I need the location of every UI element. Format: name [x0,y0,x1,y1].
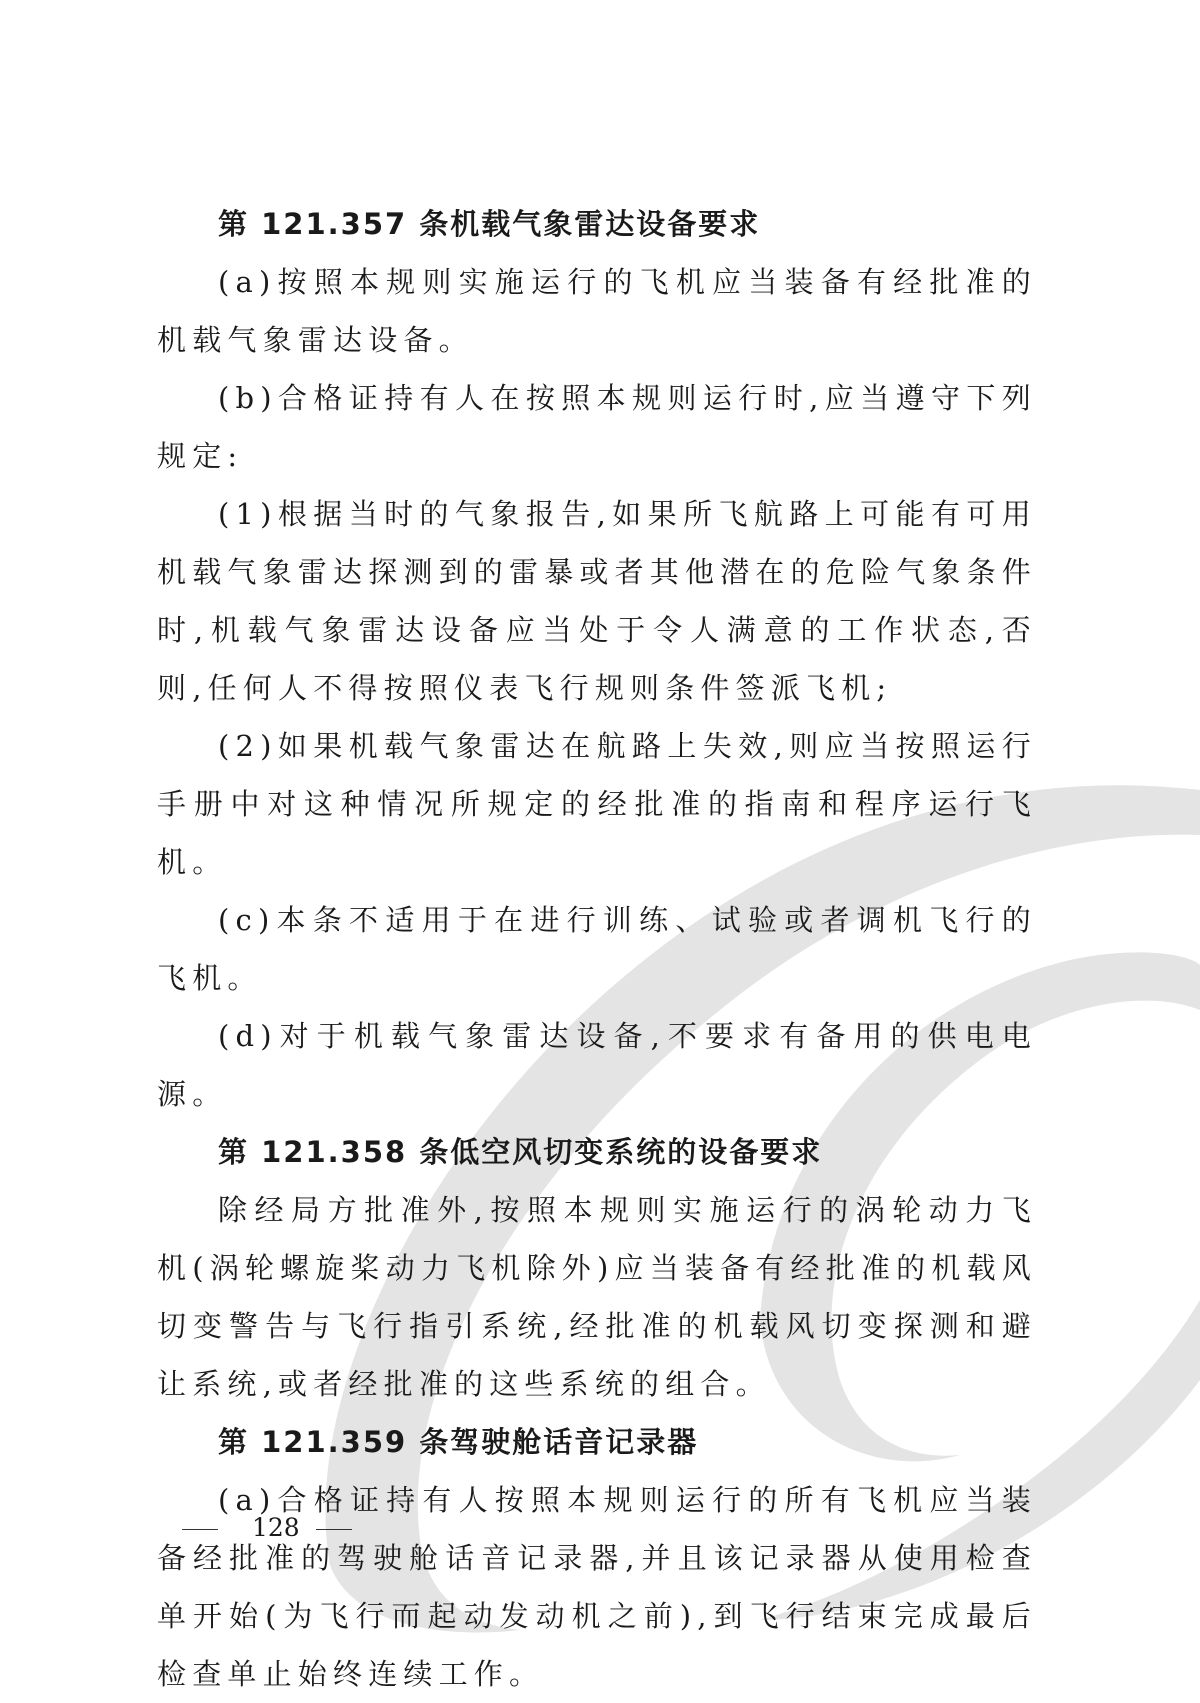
dash-left-icon [182,1529,218,1531]
page-footer [182,1508,352,1548]
paragraph: (b)合格证持有人在按照本规则运行时,应当遵守下列规定: [157,381,1037,473]
paragraph: (a)按照本规则实施运行的飞机应当装备有经批准的机载气象雷达设备。 [157,265,1037,357]
paragraph: (1)根据当时的气象报告,如果所飞航路上可能有可用机载气象雷达探测到的雷暴或者其他潜在的危险气象条件时,机载气象雷达设备应当处于令人满意的工作状态,否则,任何人不得按照仪表飞行规则条件签派飞机; [157,497,1038,705]
page-number: 128 [252,1513,300,1542]
paragraph: (c)本条不适用于在进行训练、试验或者调机飞行的飞机。 [157,903,1037,995]
paragraph: (2)如果机载气象雷达在航路上失效,则应当按照运行手册中对这种情况所规定的经批准的指南和程序运行飞机。 [157,729,1037,879]
paragraph: 除经局方批准外,按照本规则实施运行的涡轮动力飞机(涡轮螺旋桨动力飞机除外)应当装备有经批准的机载风切变警告与飞行指引系统,经批准的机载风切变探测和避让系统,或者经批准的这些系统的组合。 [157,1193,1037,1401]
section-heading-121-358: 第 121.358 条低空风切变系统的设备要求 [218,1135,823,1169]
section-heading-121-357: 第 121.357 条机载气象雷达设备要求 [218,207,761,241]
paragraph: (d)对于机载气象雷达设备,不要求有备用的供电电源。 [157,1019,1037,1111]
dash-right-icon [316,1529,352,1531]
document-body [157,195,1037,1703]
paragraph: (a)合格证持有人按照本规则运行的所有飞机应当装备经批准的驾驶舱话音记录器,并且该记录器从使用检查单开始(为飞行而起动发动机之前),到飞行结束完成最后检查单止始终连续工作。 [157,1483,1037,1691]
section-heading-121-359: 第 121.359 条驾驶舱话音记录器 [218,1425,699,1459]
